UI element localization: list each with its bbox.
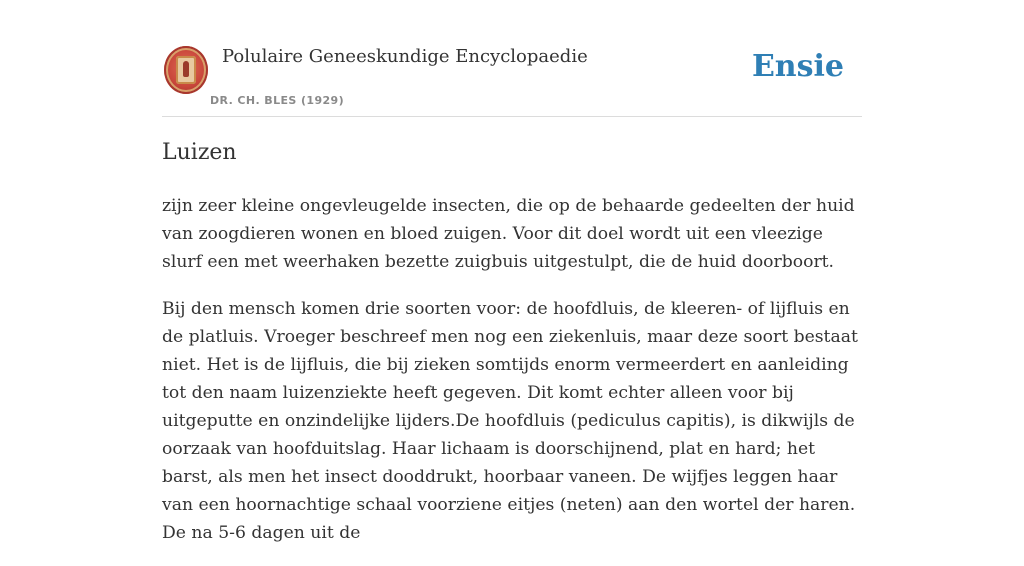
page-header bbox=[162, 40, 862, 117]
entry-paragraph: zijn zeer kleine ongevleugelde insecten, die op de behaarde gedeelten der huid van zoogdieren wonen en bloed zuigen. Voor dit doel wordt uit een vleezige slurf een met weerhaken bezette zuigbuis uitgestulpt, die de huid doorboort. bbox=[162, 196, 855, 272]
entry-paragraph: Bij den mensch komen drie soorten voor: de hoofdluis, de kleeren- of lijfluis en de platluis. Vroeger beschreef men nog een ziekenluis, maar deze soort bestaat niet. Het is de lijfluis, die bij zieken somtijds enorm vermeerdert en aanleiding tot den naam luizenziekte heeft gegeven. Dit komt echter alleen voor bij uitgeputte en onzindelijke lijders.De hoofdluis (pediculus capitis), is dikwijls de oorzaak van hoofduitslag. Haar lichaam is doorschijnend, plat en hard; het barst, als men het insect dooddrukt, hoorbaar vaneen. De wijfjes leggen haar van een hoornachtige schaal voorziene eitjes (neten) aan den wortel der haren. De na 5-6 dagen uit de bbox=[162, 299, 858, 543]
entry-headword: Luizen bbox=[162, 140, 237, 165]
encyclopedia-logo[interactable] bbox=[164, 46, 208, 94]
ensie-brand-link[interactable]: Ensie bbox=[751, 49, 844, 84]
logo-figure-icon bbox=[183, 61, 189, 77]
logo-emblem-icon bbox=[176, 56, 196, 84]
entry-body bbox=[162, 192, 866, 566]
publication-title[interactable]: Polulaire Geneeskundige Encyclopaedie bbox=[222, 46, 588, 67]
publication-author: DR. CH. BLES (1929) bbox=[210, 94, 345, 107]
